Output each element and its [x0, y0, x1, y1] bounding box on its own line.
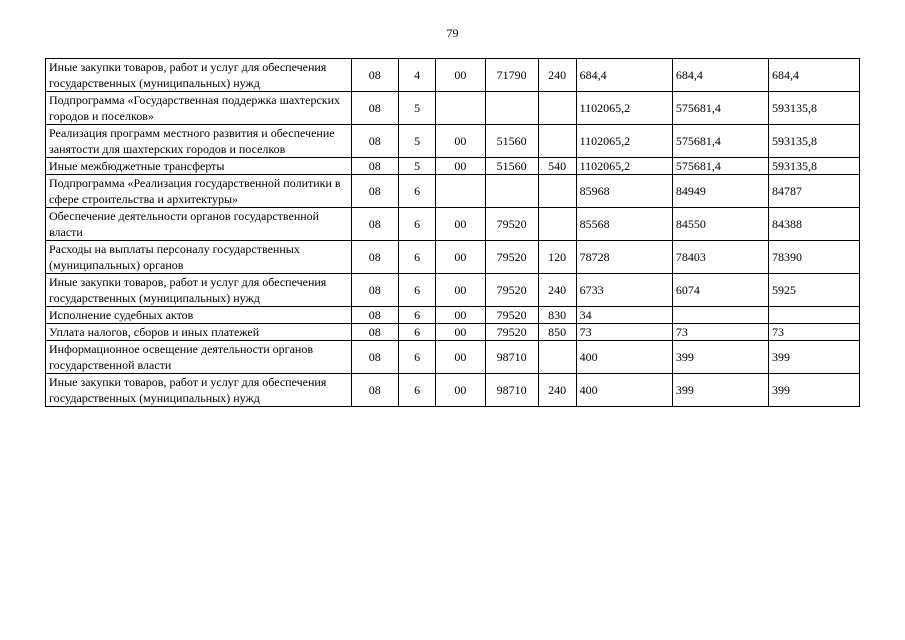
row-section: 08 — [351, 92, 399, 125]
row-amount-year-2: 575681,4 — [672, 158, 768, 175]
row-direction-code: 51560 — [485, 125, 538, 158]
row-direction-code: 71790 — [485, 59, 538, 92]
row-section: 08 — [351, 241, 399, 274]
row-amount-year-3: 84388 — [769, 208, 860, 241]
row-section: 08 — [351, 158, 399, 175]
table-row — [46, 307, 860, 324]
row-amount-year-1: 400 — [576, 374, 672, 407]
row-name: Иные закупки товаров, работ и услуг для обеспечения государственных (муниципальных) нужд — [46, 374, 352, 407]
table-body — [46, 59, 860, 407]
row-amount-year-3: 84787 — [769, 175, 860, 208]
page-number: 79 — [446, 26, 459, 40]
row-direction-code: 79520 — [485, 208, 538, 241]
row-expense-type: 850 — [538, 324, 576, 341]
row-section: 08 — [351, 125, 399, 158]
table-row — [46, 324, 860, 341]
row-name: Иные закупки товаров, работ и услуг для обеспечения государственных (муниципальных) нужд — [46, 274, 352, 307]
row-amount-year-2: 575681,4 — [672, 92, 768, 125]
row-amount-year-1: 85568 — [576, 208, 672, 241]
row-program-code: 00 — [436, 307, 486, 324]
row-name: Обеспечение деятельности органов государственной власти — [46, 208, 352, 241]
row-direction-code: 79520 — [485, 307, 538, 324]
row-section: 08 — [351, 324, 399, 341]
row-amount-year-1: 34 — [576, 307, 672, 324]
row-amount-year-1: 1102065,2 — [576, 158, 672, 175]
row-name: Подпрограмма «Реализация государственной политики в сфере строительства и архитектуры» — [46, 175, 352, 208]
row-section: 08 — [351, 374, 399, 407]
row-expense-type: 830 — [538, 307, 576, 324]
row-amount-year-2: 399 — [672, 374, 768, 407]
row-amount-year-3 — [769, 307, 860, 324]
row-subsection: 5 — [399, 92, 436, 125]
row-amount-year-1: 85968 — [576, 175, 672, 208]
row-program-code: 00 — [436, 241, 486, 274]
row-amount-year-2 — [672, 307, 768, 324]
row-subsection: 6 — [399, 241, 436, 274]
row-amount-year-2: 684,4 — [672, 59, 768, 92]
row-name: Иные закупки товаров, работ и услуг для обеспечения государственных (муниципальных) нужд — [46, 59, 352, 92]
row-expense-type — [538, 175, 576, 208]
row-amount-year-3: 593135,8 — [769, 125, 860, 158]
row-program-code: 00 — [436, 158, 486, 175]
row-direction-code: 79520 — [485, 241, 538, 274]
row-amount-year-3: 399 — [769, 374, 860, 407]
row-program-code: 00 — [436, 341, 486, 374]
table-row — [46, 59, 860, 92]
row-subsection: 6 — [399, 274, 436, 307]
row-direction-code — [485, 175, 538, 208]
row-amount-year-3: 5925 — [769, 274, 860, 307]
row-section: 08 — [351, 307, 399, 324]
row-program-code: 00 — [436, 125, 486, 158]
row-subsection: 6 — [399, 175, 436, 208]
row-amount-year-1: 78728 — [576, 241, 672, 274]
row-amount-year-3: 593135,8 — [769, 92, 860, 125]
row-program-code: 00 — [436, 324, 486, 341]
row-expense-type: 240 — [538, 374, 576, 407]
row-amount-year-1: 73 — [576, 324, 672, 341]
row-name: Информационное освещение деятельности органов государственной власти — [46, 341, 352, 374]
row-amount-year-1: 684,4 — [576, 59, 672, 92]
table-row — [46, 341, 860, 374]
row-amount-year-2: 575681,4 — [672, 125, 768, 158]
row-direction-code: 51560 — [485, 158, 538, 175]
row-name: Уплата налогов, сборов и иных платежей — [46, 324, 352, 341]
row-subsection: 6 — [399, 374, 436, 407]
row-expense-type — [538, 92, 576, 125]
row-amount-year-3: 684,4 — [769, 59, 860, 92]
table-row — [46, 208, 860, 241]
table-row — [46, 274, 860, 307]
table-row — [46, 92, 860, 125]
row-direction-code — [485, 92, 538, 125]
row-expense-type: 540 — [538, 158, 576, 175]
row-subsection: 6 — [399, 324, 436, 341]
table-row — [46, 241, 860, 274]
row-name: Иные межбюджетные трансферты — [46, 158, 352, 175]
row-amount-year-2: 73 — [672, 324, 768, 341]
table-row — [46, 125, 860, 158]
row-subsection: 6 — [399, 208, 436, 241]
row-program-code: 00 — [436, 59, 486, 92]
row-name: Исполнение судебных актов — [46, 307, 352, 324]
table-row — [46, 175, 860, 208]
row-program-code: 00 — [436, 374, 486, 407]
row-amount-year-3: 78390 — [769, 241, 860, 274]
table-row — [46, 158, 860, 175]
row-direction-code: 98710 — [485, 374, 538, 407]
row-program-code: 00 — [436, 274, 486, 307]
row-name: Реализация программ местного развития и обеспечение занятости для шахтерских городов и поселков — [46, 125, 352, 158]
row-section: 08 — [351, 175, 399, 208]
row-subsection: 6 — [399, 341, 436, 374]
row-program-code — [436, 92, 486, 125]
row-subsection: 5 — [399, 125, 436, 158]
row-amount-year-2: 399 — [672, 341, 768, 374]
row-direction-code: 79520 — [485, 274, 538, 307]
row-amount-year-1: 1102065,2 — [576, 92, 672, 125]
row-amount-year-2: 84949 — [672, 175, 768, 208]
row-expense-type — [538, 125, 576, 158]
row-subsection: 4 — [399, 59, 436, 92]
row-amount-year-3: 73 — [769, 324, 860, 341]
row-section: 08 — [351, 341, 399, 374]
table-row — [46, 374, 860, 407]
row-amount-year-2: 84550 — [672, 208, 768, 241]
row-subsection: 6 — [399, 307, 436, 324]
row-amount-year-1: 400 — [576, 341, 672, 374]
row-name: Расходы на выплаты персоналу государственных (муниципальных) органов — [46, 241, 352, 274]
row-amount-year-2: 6074 — [672, 274, 768, 307]
row-name: Подпрограмма «Государственная поддержка шахтерских городов и поселков» — [46, 92, 352, 125]
row-expense-type: 240 — [538, 274, 576, 307]
row-expense-type: 120 — [538, 241, 576, 274]
row-amount-year-1: 6733 — [576, 274, 672, 307]
row-expense-type — [538, 341, 576, 374]
row-direction-code: 98710 — [485, 341, 538, 374]
row-expense-type — [538, 208, 576, 241]
row-amount-year-3: 399 — [769, 341, 860, 374]
row-amount-year-2: 78403 — [672, 241, 768, 274]
row-program-code — [436, 175, 486, 208]
budget-table — [45, 58, 860, 407]
row-section: 08 — [351, 274, 399, 307]
row-direction-code: 79520 — [485, 324, 538, 341]
row-amount-year-3: 593135,8 — [769, 158, 860, 175]
row-amount-year-1: 1102065,2 — [576, 125, 672, 158]
row-program-code: 00 — [436, 208, 486, 241]
row-section: 08 — [351, 208, 399, 241]
row-subsection: 5 — [399, 158, 436, 175]
row-expense-type: 240 — [538, 59, 576, 92]
row-section: 08 — [351, 59, 399, 92]
